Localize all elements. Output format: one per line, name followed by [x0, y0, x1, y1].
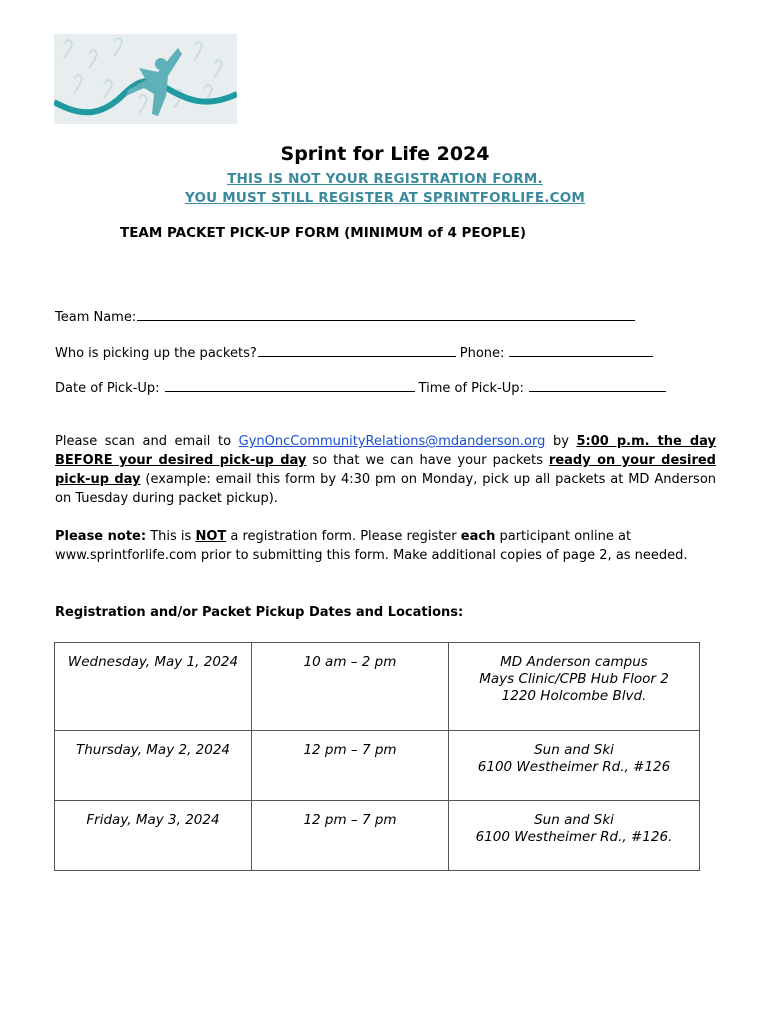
locations-heading: Registration and/or Packet Pickup Dates and Locations: — [55, 605, 464, 620]
team-name-label: Team Name: — [55, 310, 137, 325]
registration-warning-line-1: THIS IS NOT YOUR REGISTRATION FORM. — [227, 171, 543, 187]
pickup-date-label: Date of Pick-Up: — [55, 381, 160, 396]
team-name-field[interactable] — [137, 308, 635, 321]
note-not: NOT — [195, 529, 227, 544]
schedule-date: Wednesday, May 1, 2024 — [55, 643, 252, 731]
note-each: each — [460, 529, 496, 544]
schedule-time: 12 pm – 7 pm — [252, 731, 449, 801]
pickup-time-field[interactable] — [529, 379, 666, 392]
table-row — [55, 731, 700, 801]
note-text: This is — [146, 529, 196, 544]
instructions-text: so that we can have your packets — [306, 453, 549, 468]
schedule-location — [449, 643, 700, 731]
location-line: Sun and Ski — [534, 812, 614, 828]
location-line: Mays Clinic/CPB Hub Floor 2 — [479, 671, 669, 687]
phone-field[interactable] — [509, 344, 653, 357]
picker-label: Who is picking up the packets? — [55, 346, 257, 361]
note-label: Please note: — [55, 529, 147, 544]
page-title: Sprint for Life 2024 — [280, 143, 490, 165]
pickup-schedule-table — [54, 642, 700, 871]
instructions-text: by — [545, 434, 577, 449]
schedule-date: Friday, May 3, 2024 — [55, 801, 252, 871]
email-link[interactable]: GynOncCommunityRelations@mdanderson.org — [238, 434, 546, 449]
pickup-time-label: Time of Pick-Up: — [418, 381, 524, 396]
location-line: 6100 Westheimer Rd., #126 — [477, 759, 671, 775]
note-text: participant online at www.sprintforlife.com prior to submitting this form. Make additional copies of page 2, as needed. — [55, 529, 688, 563]
note-text: a registration form. Please register — [226, 529, 461, 544]
registration-warning-line-2: YOU MUST STILL REGISTER AT SPRINTFORLIFE.COM — [184, 190, 586, 206]
location-line: Sun and Ski — [534, 742, 614, 758]
phone-label: Phone: — [459, 346, 505, 361]
schedule-location — [449, 801, 700, 871]
instructions-text: (example: email this form by 4:30 pm on Monday, pick up all packets at MD Anderson on Tuesday during packet pickup). — [55, 472, 717, 506]
table-row — [55, 643, 700, 731]
table-row — [55, 801, 700, 871]
location-line: 1220 Holcombe Blvd. — [501, 688, 647, 704]
team-name-row — [55, 308, 639, 325]
registration-note — [55, 527, 695, 565]
schedule-time: 10 am – 2 pm — [252, 643, 449, 731]
schedule-location — [449, 731, 700, 801]
runner-ribbon-icon — [54, 34, 237, 124]
instructions-text: Please scan and email to — [55, 434, 239, 449]
form-subtitle: TEAM PACKET PICK-UP FORM (MINIMUM of 4 PEOPLE) — [120, 225, 527, 241]
pickup-date-field[interactable] — [165, 379, 415, 392]
pickup-date-time-row — [55, 379, 670, 396]
location-line: 6100 Westheimer Rd., #126. — [475, 829, 673, 845]
picker-row — [55, 344, 657, 361]
email-instructions — [55, 432, 716, 508]
schedule-date: Thursday, May 2, 2024 — [55, 731, 252, 801]
sprint-for-life-logo — [54, 34, 237, 124]
picker-name-field[interactable] — [258, 344, 456, 357]
deadline-text: 5:00 p.m. the day BEFORE your desired pick-up day — [55, 434, 716, 468]
ready-text: ready on your desired pick-up day — [55, 453, 716, 487]
schedule-time: 12 pm – 7 pm — [252, 801, 449, 871]
location-line: MD Anderson campus — [500, 654, 648, 670]
